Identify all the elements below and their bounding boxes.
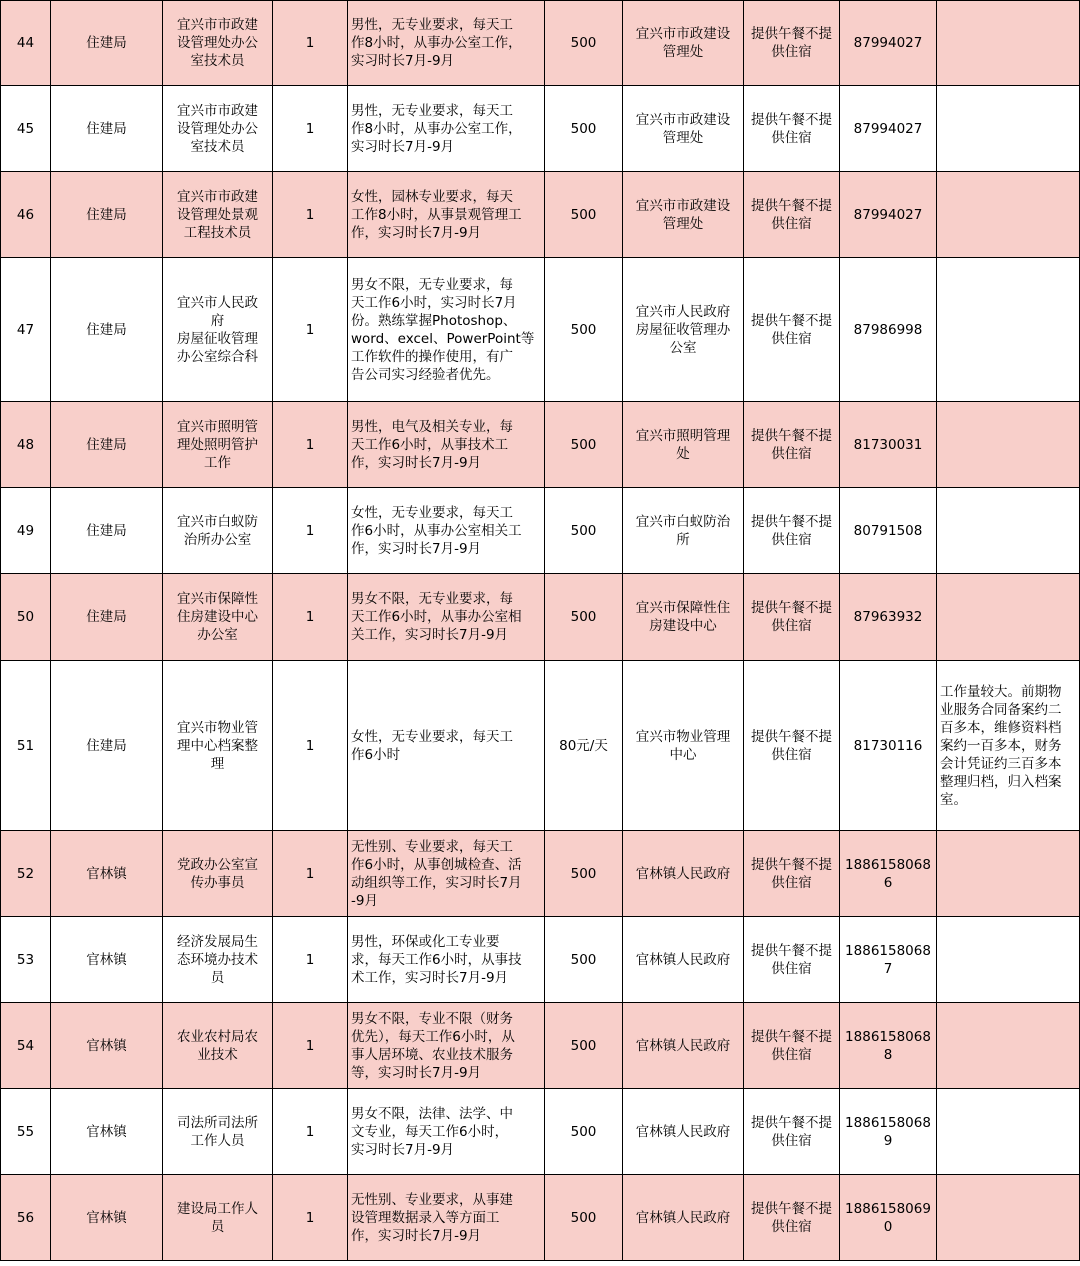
cell-number: 44 [1,1,51,86]
cell-phone: 81730031 [840,402,937,488]
cell-employer [623,1089,744,1175]
cell-position-line: 室技术员 [190,138,245,155]
cell-phone: 87994027 [840,1,937,86]
cell-department: 官林镇 [51,1003,163,1089]
cell-department: 住建局 [51,488,163,574]
cell-requirements-line: 无性别、专业要求，从事建 [351,1191,513,1208]
cell-meals-lodging [744,661,840,831]
cell-requirements-line: 作，实习时长7月-9月 [351,1227,482,1244]
cell-remarks [937,258,1080,402]
cell-requirements-line: 作，实习时长7月-9月 [351,224,482,241]
cell-subsidy: 500 [545,258,623,402]
cell-position-line: 业技术 [197,1046,238,1063]
cell-requirements-line: 天工作6小时，实习时长7月 [351,294,517,311]
cell-number: 55 [1,1089,51,1175]
cell-headcount: 1 [273,1,348,86]
cell-employer-line: 宜兴市照明管理 [635,427,731,444]
cell-employer-line: 管理处 [662,44,704,60]
cell-department: 住建局 [51,172,163,258]
cell-meals-lodging-line: 提供午餐不提 [751,513,832,530]
cell-requirements-line: 作，实习时长7月-9月 [351,540,482,557]
cell-meals-lodging-line: 提供午餐不提 [751,26,832,42]
cell-number: 47 [1,258,51,402]
cell-meals-lodging-line: 供住宿 [771,618,812,634]
cell-meals-lodging-line: 供住宿 [771,1046,812,1063]
cell-meals-lodging [744,86,840,172]
cell-position [163,831,273,917]
cell-requirements-line: 男女不限，法律、法学、中 [351,1105,513,1122]
cell-number: 50 [1,574,51,661]
cell-position-line: 宜兴市市政建 [177,102,258,119]
cell-meals-lodging-line: 供住宿 [771,746,812,763]
cell-meals-lodging [744,917,840,1003]
cell-meals-lodging-line: 供住宿 [771,960,812,977]
cell-position [163,1,273,86]
cell-position-line: 工作 [204,454,231,471]
cell-subsidy: 80元/天 [545,661,623,831]
table-row [1,831,1080,917]
cell-requirements [348,574,545,661]
cell-requirements [348,258,545,402]
cell-requirements-line: 男性，无专业要求，每天工 [351,17,513,33]
cell-number: 52 [1,831,51,917]
cell-headcount: 1 [273,86,348,172]
cell-position-line: 工程技术员 [183,224,252,241]
cell-position-line: 住房建设中心 [177,609,258,625]
table-row [1,1175,1080,1261]
cell-position-line: 态环境办技术 [177,951,258,968]
cell-department: 官林镇 [51,1089,163,1175]
table-row [1,1003,1080,1089]
cell-position-line: 办公室 [197,627,238,643]
cell-position-line: 宜兴市人民政 [177,294,258,311]
cell-department: 官林镇 [51,831,163,917]
cell-remarks [937,831,1080,917]
cell-requirements-line: 关工作，实习时长7月-9月 [351,627,509,643]
cell-phone: 18861580690 [840,1175,937,1261]
table-row [1,488,1080,574]
cell-employer-line: 所 [676,531,690,548]
cell-requirements [348,402,545,488]
table-row [1,917,1080,1003]
cell-requirements [348,172,545,258]
cell-headcount: 1 [273,258,348,402]
cell-employer [623,917,744,1003]
cell-remarks [937,1175,1080,1261]
cell-requirements-line: 女性，园林专业要求，每天 [351,188,513,205]
cell-remarks [937,488,1080,574]
cell-number: 51 [1,661,51,831]
cell-meals-lodging-line: 供住宿 [771,330,812,347]
cell-requirements-line: 事人居环境、农业技术服务 [351,1046,513,1063]
cell-position-line: 宜兴市照明管 [177,418,258,435]
cell-requirements-line: 等，实习时长7月-9月 [351,1064,482,1081]
cell-meals-lodging-line: 提供午餐不提 [751,1028,832,1045]
cell-phone: 87963932 [840,574,937,661]
cell-requirements-line: 作6小时，从事办公室相关工 [351,522,522,539]
cell-meals-lodging-line: 提供午餐不提 [751,312,832,329]
cell-requirements [348,1,545,86]
cell-requirements-line: 作，实习时长7月-9月 [351,454,482,471]
cell-position-line: 农业农村局农 [177,1028,258,1045]
cell-headcount: 1 [273,402,348,488]
cell-phone: 18861580687 [840,917,937,1003]
cell-phone: 87986998 [840,258,937,402]
cell-department: 住建局 [51,86,163,172]
cell-requirements-line: 动组织等工作，实习时长7月 [351,874,522,891]
cell-employer-line: 中心 [669,746,697,763]
cell-requirements-line: 优先），每天工作6小时，从 [351,1028,515,1045]
table-row [1,1089,1080,1175]
cell-position-line: 宜兴市市政建 [177,17,258,33]
cell-meals-lodging-line: 供住宿 [771,531,812,548]
cell-remarks-line: 案约一百多本，财务 [940,737,1062,754]
cell-requirements-line: 份。熟练掌握Photoshop、 [351,312,517,329]
cell-requirements-line: 女性，无专业要求，每天工 [351,728,513,745]
cell-meals-lodging-line: 供住宿 [771,1132,812,1149]
cell-subsidy: 500 [545,917,623,1003]
cell-subsidy: 500 [545,488,623,574]
cell-position-line: 宜兴市物业管 [177,719,258,736]
cell-employer-line: 宜兴市白蚁防治 [635,513,731,530]
cell-requirements [348,488,545,574]
cell-requirements-line: 告公司实习经验者优先。 [351,366,500,383]
cell-requirements-line: 女性，无专业要求，每天工 [351,504,513,521]
cell-position [163,402,273,488]
cell-number: 56 [1,1175,51,1261]
cell-position [163,488,273,574]
cell-requirements-line: 男女不限，专业不限（财务 [351,1010,513,1027]
cell-meals-lodging [744,172,840,258]
cell-position-line: 员 [210,969,225,986]
cell-position [163,661,273,831]
cell-meals-lodging-line: 提供午餐不提 [751,1200,832,1217]
cell-position-line: 宜兴市保障性 [177,591,258,607]
cell-requirements-line: 男女不限，无专业要求，每 [351,591,513,607]
cell-headcount: 1 [273,1089,348,1175]
cell-requirements [348,1089,545,1175]
table-row [1,1,1080,86]
cell-phone: 18861580688 [840,1003,937,1089]
cell-headcount: 1 [273,831,348,917]
cell-requirements [348,86,545,172]
cell-number: 53 [1,917,51,1003]
cell-position-line: 党政办公室宣 [177,856,258,873]
cell-meals-lodging-line: 供住宿 [771,874,812,891]
cell-employer [623,1003,744,1089]
cell-position-line: 治所办公室 [183,531,252,548]
cell-headcount: 1 [273,917,348,1003]
cell-employer-line: 官林镇人民政府 [635,1037,731,1054]
cell-phone: 18861580689 [840,1089,937,1175]
cell-meals-lodging-line: 提供午餐不提 [751,427,832,444]
cell-meals-lodging [744,402,840,488]
cell-number: 49 [1,488,51,574]
cell-employer-line: 管理处 [662,215,704,232]
cell-subsidy: 500 [545,831,623,917]
cell-requirements-line: 男性，电气及相关专业，每 [351,418,513,435]
cell-employer-line: 宜兴市市政建设 [635,111,731,128]
cell-position-line: 员 [210,1218,225,1235]
cell-position-line: 建设局工作人 [177,1200,258,1217]
cell-employer [623,402,744,488]
cell-position [163,86,273,172]
cell-headcount: 1 [273,172,348,258]
cell-employer [623,831,744,917]
cell-position-line: 办公室综合科 [177,348,258,365]
cell-position [163,172,273,258]
cell-remarks [937,1003,1080,1089]
cell-position [163,1175,273,1261]
cell-requirements-line: 设管理数据录入等方面工 [351,1209,500,1226]
cell-requirements-line: 天工作6小时，从事办公室相 [351,609,522,625]
cell-subsidy: 500 [545,86,623,172]
cell-remarks [937,917,1080,1003]
cell-employer [623,1175,744,1261]
cell-headcount: 1 [273,661,348,831]
cell-position [163,1089,273,1175]
cell-meals-lodging [744,1,840,86]
cell-requirements-line: 术工作，实习时长7月-9月 [351,969,509,986]
cell-requirements-line: 工作8小时，从事景观管理工 [351,206,522,223]
cell-headcount: 1 [273,1175,348,1261]
cell-meals-lodging-line: 提供午餐不提 [751,942,832,959]
cell-position-line: 宜兴市白蚁防 [177,513,258,530]
cell-position-line: 理 [210,755,225,772]
cell-phone: 87994027 [840,86,937,172]
cell-employer [623,172,744,258]
cell-number: 48 [1,402,51,488]
cell-meals-lodging [744,574,840,661]
cell-meals-lodging-line: 供住宿 [771,215,812,232]
cell-subsidy: 500 [545,172,623,258]
cell-subsidy: 500 [545,1,623,86]
cell-requirements [348,661,545,831]
cell-position [163,917,273,1003]
cell-meals-lodging-line: 供住宿 [771,44,812,60]
cell-position-line: 府 [210,312,225,329]
cell-employer-line: 宜兴市保障性住 [635,600,731,616]
cell-subsidy: 500 [545,1175,623,1261]
cell-requirements-line: 作8小时，从事办公室工作， [351,35,522,51]
cell-meals-lodging [744,1175,840,1261]
cell-requirements-line: -9月 [351,892,378,909]
cell-remarks [937,574,1080,661]
cell-employer-line: 处 [676,445,690,462]
cell-headcount: 1 [273,488,348,574]
cell-department: 官林镇 [51,917,163,1003]
table-row [1,172,1080,258]
cell-requirements-line: 作8小时，从事办公室工作， [351,120,522,137]
cell-requirements [348,1175,545,1261]
cell-number: 54 [1,1003,51,1089]
cell-department: 官林镇 [51,1175,163,1261]
cell-requirements-line: word、excel、PowerPoint等 [351,330,535,347]
cell-requirements-line: 实习时长7月-9月 [351,138,455,155]
cell-phone: 87994027 [840,172,937,258]
cell-requirements [348,831,545,917]
table-row [1,402,1080,488]
cell-number: 45 [1,86,51,172]
cell-requirements-line: 作6小时，从事创城检查、活 [351,856,522,873]
cell-position-line: 工作人员 [190,1132,245,1149]
cell-remarks-line: 室。 [940,791,967,808]
cell-meals-lodging [744,258,840,402]
cell-remarks [937,172,1080,258]
cell-position [163,574,273,661]
cell-meals-lodging-line: 提供午餐不提 [751,600,832,616]
cell-meals-lodging-line: 提供午餐不提 [751,728,832,745]
cell-remarks-line: 工作量较大。前期物 [940,683,1062,700]
cell-remarks-line: 百多本，维修资料档 [940,719,1062,736]
cell-requirements-line: 求，每天工作6小时，从事技 [351,951,522,968]
table-row [1,574,1080,661]
cell-employer-line: 宜兴市物业管理 [635,728,731,745]
cell-requirements-line: 男性，环保或化工专业要 [351,933,500,950]
cell-meals-lodging-line: 提供午餐不提 [751,1114,832,1131]
cell-employer-line: 宜兴市人民政府 [635,303,731,320]
cell-employer-line: 房建设中心 [649,618,717,634]
cell-requirements-line: 文专业，每天工作6小时， [351,1123,509,1140]
cell-position-line: 室技术员 [190,53,245,69]
cell-subsidy: 500 [545,1003,623,1089]
cell-meals-lodging [744,1003,840,1089]
cell-employer [623,661,744,831]
cell-meals-lodging-line: 供住宿 [771,1218,812,1235]
cell-employer-line: 官林镇人民政府 [635,865,731,882]
cell-remarks-line: 业服务合同备案约二 [940,701,1062,718]
cell-requirements-line: 实习时长7月-9月 [351,53,455,69]
cell-position-line: 经济发展局生 [177,933,258,950]
cell-position-line: 理中心档案整 [177,737,258,754]
cell-position [163,1003,273,1089]
cell-employer-line: 官林镇人民政府 [635,1209,731,1226]
cell-employer [623,258,744,402]
cell-meals-lodging-line: 提供午餐不提 [751,856,832,873]
cell-remarks [937,1,1080,86]
cell-subsidy: 500 [545,574,623,661]
cell-employer-line: 官林镇人民政府 [635,951,731,968]
cell-employer-line: 官林镇人民政府 [635,1123,731,1140]
cell-subsidy: 500 [545,1089,623,1175]
cell-department: 住建局 [51,402,163,488]
cell-position-line: 宜兴市市政建 [177,188,258,205]
table-row [1,258,1080,402]
cell-remarks [937,1089,1080,1175]
table-body [1,1,1080,1261]
cell-headcount: 1 [273,1003,348,1089]
cell-employer [623,574,744,661]
cell-phone: 18861580686 [840,831,937,917]
cell-requirements-line: 工作软件的操作使用，有广 [351,348,513,365]
cell-meals-lodging [744,488,840,574]
cell-department: 住建局 [51,1,163,86]
cell-requirements [348,1003,545,1089]
cell-requirements-line: 无性别、专业要求，每天工 [351,838,513,855]
cell-employer [623,1,744,86]
cell-employer-line: 公室 [669,339,697,356]
cell-phone: 80791508 [840,488,937,574]
cell-requirements [348,917,545,1003]
cell-employer [623,86,744,172]
cell-position-line: 理处照明管护 [177,436,258,453]
cell-employer-line: 管理处 [662,129,704,146]
cell-headcount: 1 [273,574,348,661]
cell-employer-line: 宜兴市市政建设 [635,197,731,214]
cell-meals-lodging-line: 供住宿 [771,445,812,462]
cell-position-line: 房屋征收管理 [177,330,258,347]
cell-position-line: 设管理处景观 [177,206,258,223]
cell-phone: 81730116 [840,661,937,831]
cell-meals-lodging-line: 提供午餐不提 [751,111,832,128]
cell-employer [623,488,744,574]
cell-requirements-line: 男性，无专业要求，每天工 [351,102,513,119]
cell-meals-lodging [744,1089,840,1175]
cell-remarks-line: 整理归档，归入档案 [940,773,1062,790]
cell-requirements-line: 天工作6小时，从事技术工 [351,436,509,453]
cell-meals-lodging [744,831,840,917]
cell-remarks [937,402,1080,488]
cell-employer-line: 宜兴市市政建设 [635,26,731,42]
cell-remarks [937,661,1080,831]
cell-remarks-line: 会计凭证约三百多本 [940,755,1062,772]
cell-meals-lodging-line: 提供午餐不提 [751,197,832,214]
cell-requirements-line: 实习时长7月-9月 [351,1141,455,1158]
cell-employer-line: 房屋征收管理办 [635,321,731,338]
cell-position-line: 设管理处办公 [177,35,258,51]
cell-position-line: 传办事员 [190,874,245,891]
cell-meals-lodging-line: 供住宿 [771,129,812,146]
cell-remarks [937,86,1080,172]
table-row [1,86,1080,172]
cell-number: 46 [1,172,51,258]
cell-requirements-line: 男女不限，无专业要求，每 [351,276,513,293]
table-row [1,661,1080,831]
cell-department: 住建局 [51,258,163,402]
cell-position [163,258,273,402]
cell-requirements-line: 作6小时 [351,746,401,763]
cell-position-line: 设管理处办公 [177,120,258,137]
cell-department: 住建局 [51,661,163,831]
cell-position-line: 司法所司法所 [177,1114,258,1131]
cell-subsidy: 500 [545,402,623,488]
cell-department: 住建局 [51,574,163,661]
